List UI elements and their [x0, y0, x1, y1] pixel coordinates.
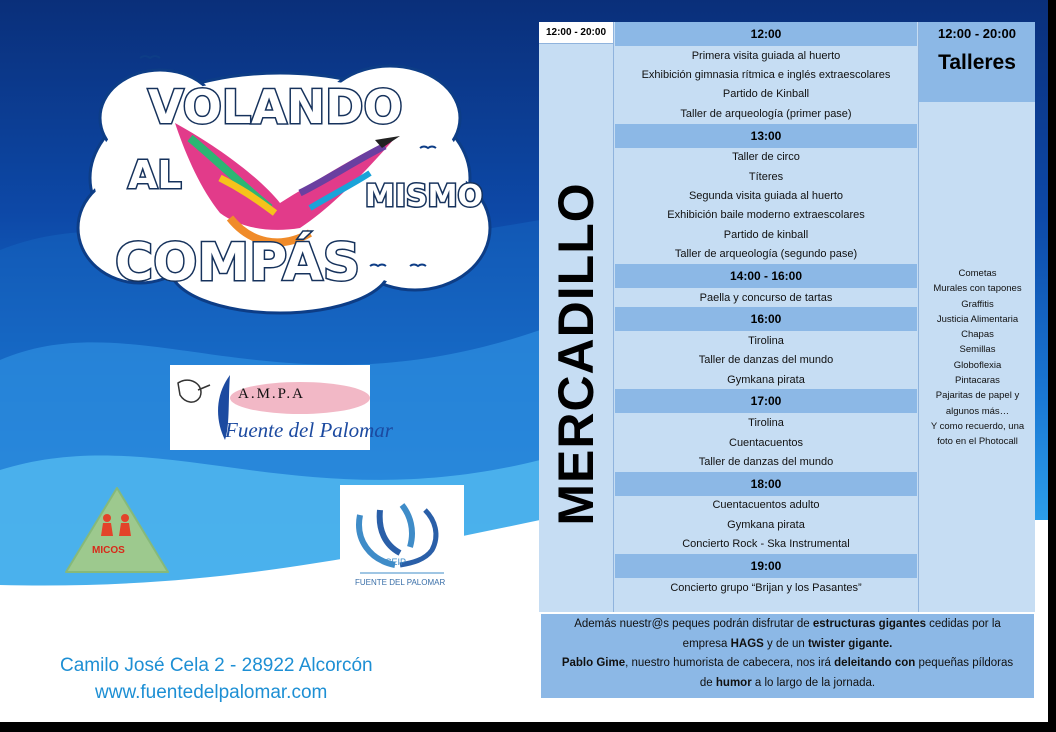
- address: Camilo José Cela 2 - 28922 Alcorcón: [60, 655, 373, 676]
- ceip-name: FUENTE DEL PALOMAR: [355, 578, 446, 587]
- market-column: [539, 22, 614, 612]
- activity-item: Primera visita guiada al huerto: [691, 49, 841, 62]
- time-slot-header: 12:00: [615, 22, 917, 46]
- activity-item: Taller de arqueología (segundo pase): [674, 248, 858, 261]
- activity-item: Gymkana pirata: [727, 373, 805, 386]
- title-word-4: COMPÁS: [115, 233, 361, 293]
- activity-item: Paella y concurso de tartas: [699, 291, 833, 304]
- activities-column: [615, 22, 917, 597]
- ampa-acronym: A.M.P.A: [238, 386, 305, 402]
- activity-item: Exhibición baile moderno extraescolares: [667, 209, 865, 222]
- market-time: 12:00 - 20:00: [539, 22, 613, 44]
- activity-item: Taller de danzas del mundo: [698, 455, 834, 468]
- workshop-item: Pintacaras: [955, 375, 1000, 387]
- schedule-table: [539, 22, 1035, 612]
- activity-item: Tirolina: [748, 417, 784, 430]
- activity-item: Concierto Rock - Ska Instrumental: [682, 538, 850, 551]
- workshops-time: 12:00 - 20:00: [937, 26, 1017, 41]
- workshop-item: Y como recuerdo, una: [930, 420, 1025, 432]
- time-slot-header: 17:00: [615, 389, 917, 413]
- workshop-item: foto en el Photocall: [937, 436, 1018, 448]
- micos-label: MICOS: [92, 545, 125, 556]
- workshop-item: Murales con tapones: [933, 283, 1022, 295]
- time-slot-header: 19:00: [615, 554, 917, 578]
- activity-item: Segunda visita guiada al huerto: [688, 190, 844, 203]
- notice-line-1: Además nuestr@s peques podrán disfrutar de estructuras gigantes cedidas por la: [574, 618, 1001, 630]
- workshop-item: Semillas: [959, 344, 996, 356]
- title-word-3: MISMO: [365, 179, 483, 214]
- time-slot-header: 14:00 - 16:00: [615, 264, 917, 288]
- workshop-item: Cometas: [958, 268, 997, 279]
- workshops-list: [919, 266, 1036, 450]
- activity-item: Cuentacuentos: [729, 436, 803, 449]
- activity-item: Cuentacuentos adulto: [712, 499, 820, 512]
- activity-item: Taller de arqueología (primer pase): [680, 107, 852, 120]
- title-artwork: [70, 28, 500, 318]
- workshops-column: [918, 22, 1035, 612]
- workshop-item: Pajaritas de papel y: [935, 390, 1020, 402]
- activity-item: Títeres: [748, 170, 784, 183]
- notice-line-3: Pablo Gime, nuestro humorista de cabecera, nos irá deleitando con pequeñas píldoras: [561, 657, 1014, 669]
- notice-line-4: de humor a lo largo de la jornada.: [699, 676, 876, 689]
- activity-item: Taller de danzas del mundo: [698, 354, 834, 367]
- notice-box: [541, 614, 1034, 698]
- title-word-1: VOLANDO: [148, 80, 403, 134]
- notice-line-2: empresa HAGS y de un twister gigante.: [682, 637, 893, 650]
- ampa-name: Fuente del Palomar: [225, 418, 393, 442]
- time-slot-header: 16:00: [615, 307, 917, 331]
- activity-item: Tirolina: [748, 334, 784, 347]
- activity-item: Concierto grupo “Brijan y los Pasantes”: [670, 581, 862, 594]
- title-word-2: AL: [128, 153, 182, 197]
- workshop-item: algunos más…: [945, 405, 1010, 417]
- time-slot-header: 18:00: [615, 472, 917, 496]
- activity-item: Exhibición gimnasia rítmica e inglés extraescolares: [641, 69, 891, 82]
- workshop-item: Justicia Alimentaria: [936, 313, 1019, 325]
- activity-item: Taller de circo: [732, 151, 800, 164]
- activity-item: Gymkana pirata: [727, 518, 805, 531]
- activity-item: Partido de kinball: [723, 228, 809, 241]
- workshops-title: Talleres: [938, 51, 1016, 74]
- website-link[interactable]: www.fuentedelpalomar.com: [95, 682, 328, 703]
- micos-logo: [62, 484, 172, 578]
- workshop-item: Graffitis: [961, 298, 994, 310]
- market-title: MERCADILLO: [548, 182, 604, 526]
- workshop-item: Globoflexia: [953, 359, 1002, 371]
- ceip-tag: CEIP: [385, 557, 407, 567]
- activity-item: Partido de Kinball: [722, 88, 810, 101]
- workshop-item: Chapas: [961, 329, 994, 341]
- workshops-header: [919, 22, 1035, 102]
- time-slot-header: 13:00: [615, 124, 917, 148]
